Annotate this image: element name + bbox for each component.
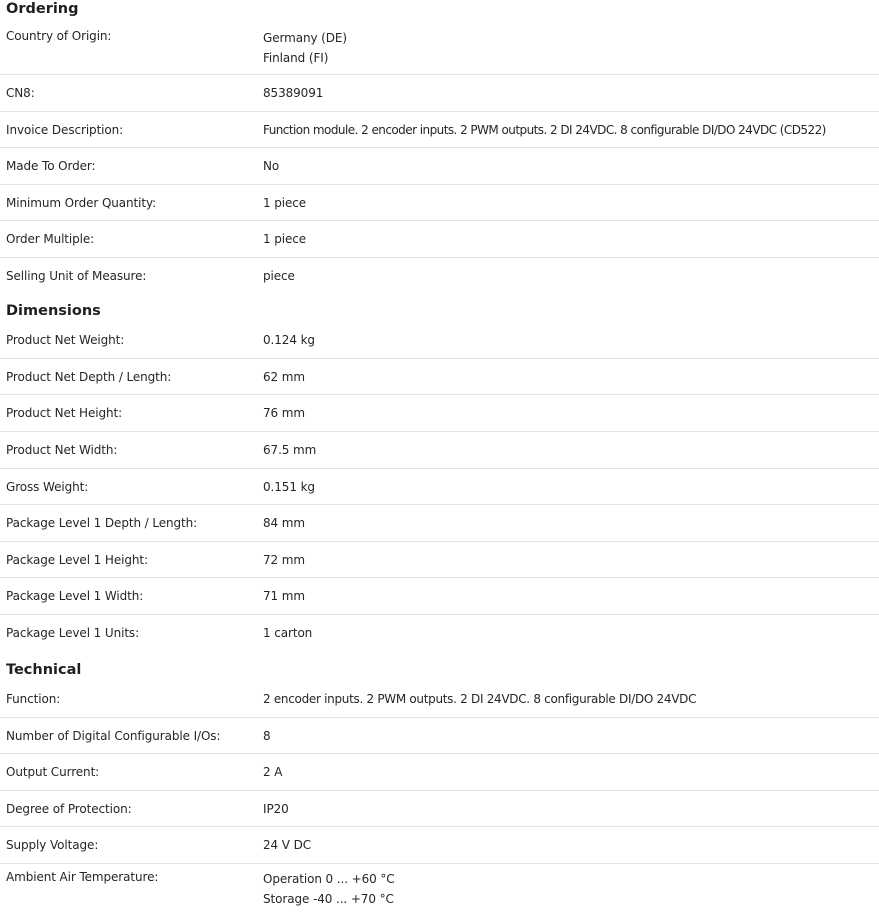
spec-row xyxy=(0,258,879,294)
spec-label: Product Net Depth / Length: xyxy=(6,369,172,384)
spec-row xyxy=(0,578,879,615)
section-title-dimensions: Dimensions xyxy=(6,303,101,319)
spec-label: Package Level 1 Height: xyxy=(6,552,148,567)
section-dimensions xyxy=(0,302,879,651)
section-title-technical: Technical xyxy=(6,662,82,678)
spec-label: Gross Weight: xyxy=(6,479,89,494)
spec-value: 72 mm xyxy=(263,552,305,567)
spec-value: IP20 xyxy=(263,801,289,816)
spec-value-line: Storage -40 ... +70 °C xyxy=(263,892,394,906)
spec-value: Function module. 2 encoder inputs. 2 PWM outputs. 2 DI 24VDC. 8 configurable DI/DO 24VDC (CD522) xyxy=(263,122,826,137)
spec-row xyxy=(0,148,879,185)
spec-value: 71 mm xyxy=(263,589,305,603)
spec-label: Package Level 1 Width: xyxy=(6,589,144,603)
spec-value: 62 mm xyxy=(263,369,305,384)
spec-label: Supply Voltage: xyxy=(6,838,99,852)
spec-row xyxy=(0,542,879,578)
spec-row xyxy=(0,754,879,791)
spec-row xyxy=(0,75,879,112)
spec-row xyxy=(0,359,879,395)
spec-value: 1 piece xyxy=(263,195,307,210)
spec-row xyxy=(0,185,879,221)
spec-row xyxy=(0,20,879,75)
spec-value: 24 V DC xyxy=(263,838,312,852)
spec-value: 0.151 kg xyxy=(263,479,315,494)
spec-row xyxy=(0,469,879,505)
spec-label: Made To Order: xyxy=(6,159,96,173)
spec-row xyxy=(0,221,879,258)
spec-value: 0.124 kg xyxy=(263,333,315,347)
spec-value xyxy=(263,28,879,68)
spec-label: Function: xyxy=(6,692,61,706)
spec-label: Product Net Height: xyxy=(6,406,123,420)
spec-value: 67.5 mm xyxy=(263,443,317,457)
spec-value: 76 mm xyxy=(263,406,305,420)
section-technical xyxy=(0,661,879,912)
spec-value: 1 carton xyxy=(263,626,313,640)
spec-value: 84 mm xyxy=(263,516,305,530)
spec-row xyxy=(0,615,879,651)
spec-value: No xyxy=(263,159,280,173)
spec-value: 85389091 xyxy=(263,86,324,100)
spec-label: Package Level 1 Units: xyxy=(6,626,140,640)
spec-value xyxy=(263,869,879,909)
spec-label: CN8: xyxy=(6,86,35,100)
spec-row xyxy=(0,864,879,912)
spec-label: Package Level 1 Depth / Length: xyxy=(6,516,198,530)
spec-row xyxy=(0,791,879,827)
spec-value-line: Finland (FI) xyxy=(263,51,329,65)
spec-label: Product Net Weight: xyxy=(6,333,125,347)
spec-label: Minimum Order Quantity: xyxy=(6,195,157,210)
spec-label: Product Net Width: xyxy=(6,443,118,457)
spec-row xyxy=(0,322,879,359)
spec-row xyxy=(0,432,879,469)
spec-label: Number of Digital Configurable I/Os: xyxy=(6,728,221,743)
spec-row xyxy=(0,505,879,542)
spec-row xyxy=(0,112,879,148)
section-title-ordering: Ordering xyxy=(6,1,79,17)
spec-row xyxy=(0,395,879,432)
spec-row xyxy=(0,827,879,864)
spec-value: 1 piece xyxy=(263,232,307,246)
spec-label: Ambient Air Temperature: xyxy=(6,870,159,884)
spec-value: 2 A xyxy=(263,765,283,779)
section-ordering xyxy=(0,0,879,294)
spec-row xyxy=(0,681,879,718)
spec-label: Output Current: xyxy=(6,765,100,779)
spec-value: 8 xyxy=(263,728,271,743)
spec-label: Invoice Description: xyxy=(6,122,124,137)
spec-label: Selling Unit of Measure: xyxy=(6,269,147,283)
spec-value: piece xyxy=(263,269,295,283)
spec-label: Degree of Protection: xyxy=(6,801,132,816)
spec-value: 2 encoder inputs. 2 PWM outputs. 2 DI 24VDC. 8 configurable DI/DO 24VDC xyxy=(263,692,697,706)
spec-label: Country of Origin: xyxy=(6,29,112,43)
spec-value-line: Germany (DE) xyxy=(263,31,347,45)
spec-value-line: Operation 0 ... +60 °C xyxy=(263,872,395,886)
spec-label: Order Multiple: xyxy=(6,232,95,246)
spec-row xyxy=(0,718,879,754)
